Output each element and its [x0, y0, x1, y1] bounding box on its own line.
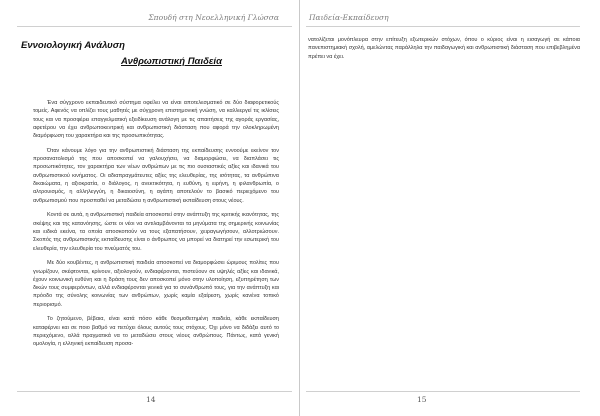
body-text [308, 36, 580, 67]
right-page [300, 0, 600, 416]
running-head: Σπουδή στη Νεοελληνική Γλώσσα [148, 13, 279, 22]
footer-rule [306, 391, 580, 392]
header-rule [306, 26, 580, 27]
body-text [33, 99, 279, 355]
paragraph: νατολίζεται μονόπλευρα στην επίτευξη εξωτερικών στόχων, όπου ο κύριος είναι η εισαγωγή σε κάποια πανεπιστημιακή σχολή, αμελώντας παράλληλα την παιδαγωγική και ανθρωπιστική διάσταση που επιβεβλημένα πρέπει να έχει. [308, 37, 580, 60]
paragraph: Όταν κάνουμε λόγο για την ανθρωπιστική διάσταση της εκπαίδευσης εννοούμε εκείνον τον προσανατολισμό της που αποσκοπεί να γαλουχήσει, να διαμορφώσει, να διαπλάσει τις προσωπικότητες, τον χαρακτήρα των νέων ανθρώπων με τις πιο ουσιαστικές αξίες και ιδανικά του ανθρωπιστικού κινήματος. Οι αδιαπραγμάτευτες αξίες της ελευθερίας, της ισότητας, τα ανθρώπινα δικαιώματα, η αξιοκρατία, ο διάλογος, η ανεκτικότητα, η ευθύνη, η ειρήνη, η φιλανθρωπία, ο αλτρουισμός, η αλληλεγγύη, η δικαιοσύνη, η αγάπη αποτελούν το βασικό περιεχόμενο του ανθρωπισμού που προσπαθεί να μεταδώσει η ανθρωπιστική εκπαίδευση στους νέους. [33, 147, 279, 204]
paragraph: Ένα σύγχρονο εκπαιδευτικό σύστημα οφείλει να είναι αποτελεσματικό σε δύο διαφορετικούς τομείς. Αφενός να οπλίζει τους μαθητές με σύγχρονη επιστημονική γνώση, να καλλιεργεί τις ικλίσεις τους και να προσφέρει επαγγελματική εξειδίκευση ανάλογη με τις απαιτήσεις της αγοράς εργασίας, αφετέρου να έχει ανθρωποκεντρική και ανθρωπιστική διάσταση που αφορά την ολοκληρωμένη διαμόρφωση του χαρακτήρα και της προσωπικότητας. [33, 100, 279, 140]
paragraph: Κοντά σε αυτά, η ανθρωπιστική παιδεία αποσκοπεί στην ανάπτυξη της κριτικής ικανότητας, της σκέψης και της κατανόησης, ώστε οι νέοι να αντιλαμβάνονται τα μηνύματα της σημερινής κοινωνίας και ειδικά εκείνα, τα οποία αποσκοπούν να τους εξαπατήσουν, χειραγωγήσουν, αλλοτριώσουν. Σκοπός της ανθρωπιστικής εκπαίδευσης είναι ο άνθρωπος να μπορεί να διατηρεί την εσωτερική του ελευθερία, την ελευθερία του πνεύματός του. [33, 212, 279, 252]
page-number: 15 [417, 395, 427, 404]
section-subtitle: Ανθρωπιστική Παιδεία [121, 56, 222, 67]
header-rule [17, 26, 292, 27]
paragraph: Με δύο κουβέντες, η ανθρωπιστική παιδεία αποσκοπεί να διαμορφώσει ώριμους πολίτες που γνωρίζουν, σκέφτονται, κρίνουν, αξιολογούν, ενδιαφέρονται, πιστεύουν σε υψηλές αξίες και ιδανικά, έχουν κοινωνική ευθύνη και η δράση τους δεν αποσκοπεί μόνο στην υλοποίηση, εξυπηρέτηση των δικών τους συμφερόντων, αλλά ενδιαφέρονται γενικά για το συνάνθρωπό τους, για την ανάπτυξη και πρόοδο της σύνολης κοινωνίας των ανθρώπων, χωρίς καμία εξαίρεση, χωρίς κανένα τοπικό περιορισμό. [33, 260, 279, 308]
paragraph: Το ζητούμενο, βέβαια, είναι κατά πόσο κάθε θεσμοθετημένη παιδεία, κάθε εκπαίδευση καταφέρνει και σε ποιο βαθμό να πετύχει όλους αυτούς τους στόχους. Όχι μόνο να διδάξει αυτό το περιεχόμενο, αλλά πραγματικά να το μεταδώσει στους νέους ανθρώπους. Πάντως, κατά γενική ομολογία, η ελληνική εκπαίδευση προσα- [33, 316, 279, 348]
running-head: Παιδεία-Εκπαίδευση [309, 13, 389, 22]
section-title: Εννοιολογική Ανάλυση [21, 40, 125, 51]
footer-rule [17, 391, 292, 392]
page-number: 14 [146, 395, 156, 404]
